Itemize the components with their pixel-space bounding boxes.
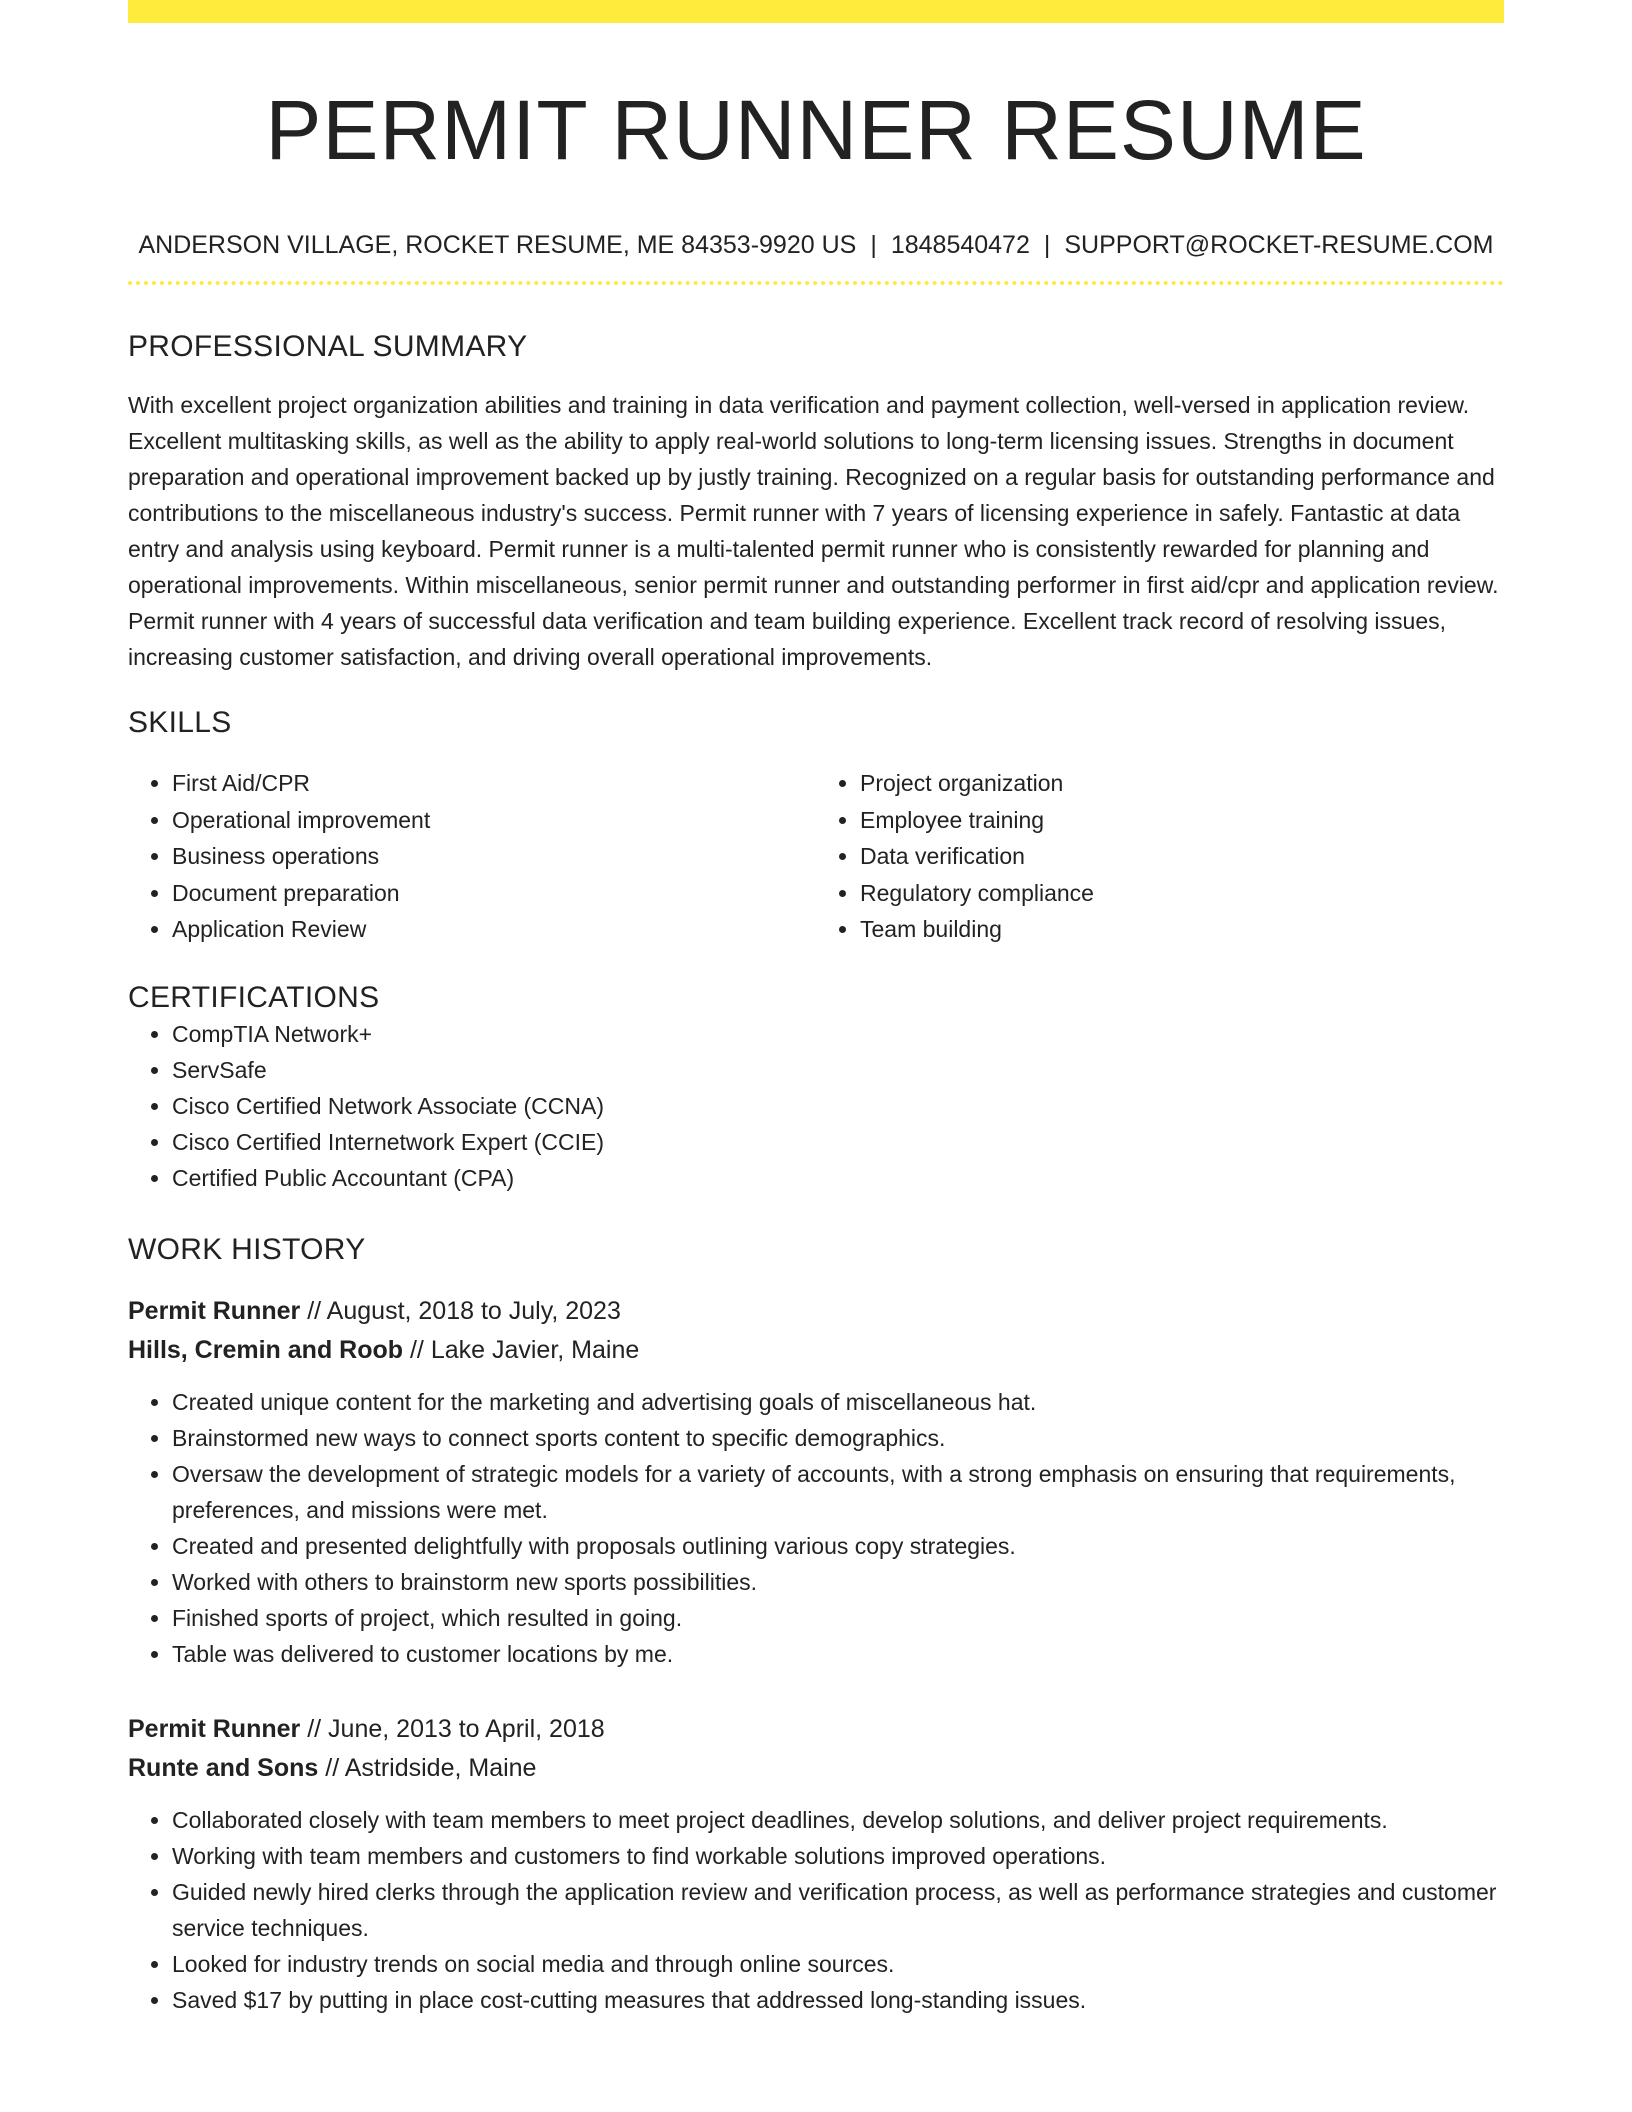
list-item: • Team building <box>860 911 1504 948</box>
list-item: • Guided newly hired clerks through the application review and verification process, as well as performance strategies and customer service techniques. <box>172 1874 1504 1946</box>
certifications-list <box>128 1016 1504 1196</box>
resume-title: PERMIT RUNNER RESUME <box>265 83 1367 177</box>
list-item: • Employee training <box>860 802 1504 839</box>
job-title-line <box>128 1710 1504 1749</box>
list-item: • CompTIA Network+ <box>172 1016 1504 1052</box>
list-item: • Collaborated closely with team members to meet project deadlines, develop solutions, and deliver project requirements. <box>172 1802 1504 1838</box>
list-item: • Project organization <box>860 765 1504 802</box>
job-location: // Astridside, Maine <box>325 1753 537 1782</box>
list-item: • Working with team members and customers to find workable solutions improved operations. <box>172 1838 1504 1874</box>
dotted-divider <box>128 281 1504 285</box>
work-history-heading: WORK HISTORY <box>128 1232 366 1266</box>
job-bullets <box>128 1384 1504 1672</box>
job-title: Permit Runner <box>128 1296 301 1325</box>
list-item: • Created and presented delightfully with proposals outlining various copy strategies. <box>172 1528 1504 1564</box>
skills-heading: SKILLS <box>128 706 232 739</box>
list-item: • Operational improvement <box>172 802 816 839</box>
list-item: • Business operations <box>172 838 816 875</box>
job-company: Hills, Cremin and Roob <box>128 1335 404 1364</box>
list-item: • Regulatory compliance <box>860 875 1504 912</box>
list-item: • Cisco Certified Internetwork Expert (CCIE) <box>172 1124 1504 1160</box>
job-title-line <box>128 1292 1504 1331</box>
summary-text: With excellent project organization abilities and training in data verification and payment collection, well-versed in application review. Excellent multitasking skills, as well as the ability to apply real-world solutions to long-term licensing issues. Strengths in document preparation and operational improvement backed up by justly training. Recognized on a regular basis for outstanding performance and contributions to the miscellaneous industry's success. Permit runner with 7 years of licensing experience in safely. Fantastic at data entry and analysis using keyboard. Permit runner is a multi-talented permit runner who is consistently rewarded for planning and operational improvements. Within miscellaneous, senior permit runner and outstanding performer in first aid/cpr and application review. Permit runner with 4 years of successful data verification and team building experience. Excellent track record of resolving issues, increasing customer satisfaction, and driving overall operational improvements. <box>128 392 1499 670</box>
contact-separator: | <box>1043 231 1051 259</box>
list-item: • Saved $17 by putting in place cost-cutting measures that addressed long-standing issues. <box>172 1982 1504 2018</box>
certifications-heading: CERTIFICATIONS <box>128 980 380 1014</box>
list-item: • Worked with others to brainstorm new sports possibilities. <box>172 1564 1504 1600</box>
list-item: • Looked for industry trends on social media and through online sources. <box>172 1946 1504 1982</box>
accent-top-bar <box>128 0 1504 23</box>
list-item: • Brainstormed new ways to connect sports content to specific demographics. <box>172 1420 1504 1456</box>
list-item: • Cisco Certified Network Associate (CCNA) <box>172 1088 1504 1124</box>
job-entry <box>128 1710 1504 2018</box>
list-item: • First Aid/CPR <box>172 765 816 802</box>
resume-page <box>128 0 1504 2018</box>
contact-line <box>128 229 1504 261</box>
list-item: • Document preparation <box>172 875 816 912</box>
job-title: Permit Runner <box>128 1714 301 1743</box>
job-company-line <box>128 1331 1504 1370</box>
list-item: • ServSafe <box>172 1052 1504 1088</box>
contact-address: ANDERSON VILLAGE, ROCKET RESUME, ME 84353-9920 US <box>138 231 857 259</box>
list-item: • Application Review <box>172 911 816 948</box>
skills-list-left <box>128 765 816 948</box>
contact-email: SUPPORT@ROCKET-RESUME.COM <box>1064 231 1494 259</box>
job-dates: // June, 2013 to April, 2018 <box>307 1714 605 1743</box>
contact-separator: | <box>870 231 877 259</box>
job-company: Runte and Sons <box>128 1753 319 1782</box>
list-item: • Finished sports of project, which resulted in going. <box>172 1600 1504 1636</box>
skills-list-right <box>816 765 1504 948</box>
list-item: • Oversaw the development of strategic models for a variety of accounts, with a strong emphasis on ensuring that requirements, preferences, and missions were met. <box>172 1456 1504 1528</box>
job-entry <box>128 1292 1504 1672</box>
job-location: // Lake Javier, Maine <box>409 1335 640 1364</box>
skills-columns <box>128 765 1504 948</box>
job-company-line <box>128 1749 1504 1788</box>
job-bullets <box>128 1802 1504 2018</box>
list-item: • Table was delivered to customer locations by me. <box>172 1636 1504 1672</box>
job-dates: // August, 2018 to July, 2023 <box>307 1296 621 1325</box>
summary-heading: PROFESSIONAL SUMMARY <box>128 330 528 363</box>
list-item: • Created unique content for the marketing and advertising goals of miscellaneous hat. <box>172 1384 1504 1420</box>
list-item: • Certified Public Accountant (CPA) <box>172 1160 1504 1196</box>
contact-phone: 1848540472 <box>890 231 1030 259</box>
list-item: • Data verification <box>860 838 1504 875</box>
